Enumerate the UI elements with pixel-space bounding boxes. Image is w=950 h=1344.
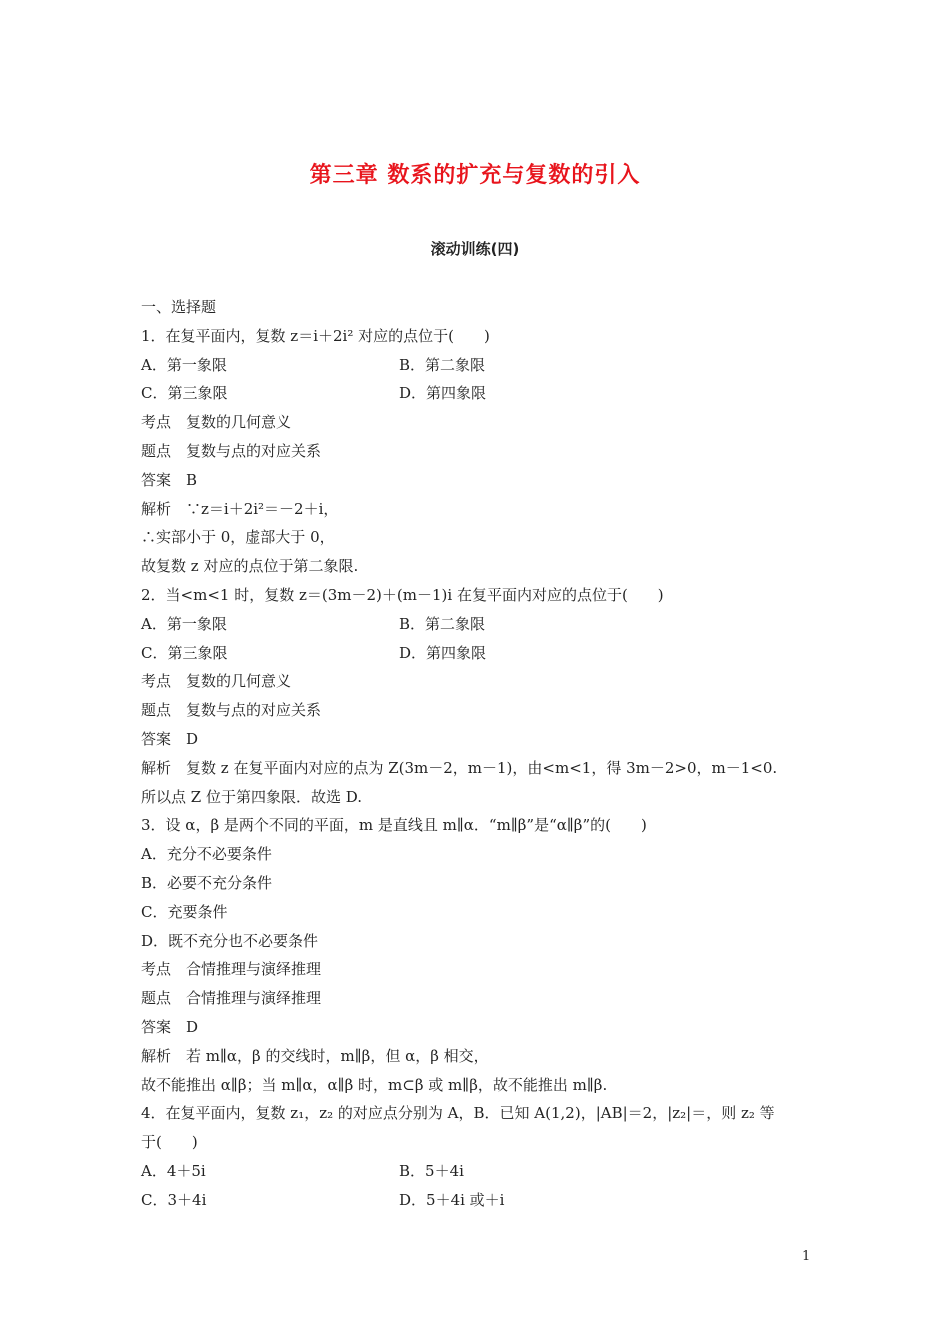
- question-2-option-b: B．第二象限: [399, 614, 486, 633]
- question-3-tidian: 题点 合情推理与演绎推理: [141, 989, 322, 1008]
- question-2-option-c: C．第三象限: [141, 643, 228, 662]
- question-1-option-c: C．第三象限: [141, 384, 228, 403]
- question-4-option-a: A．4＋5i: [141, 1161, 206, 1180]
- question-3-kaodian: 考点 合情推理与演绎推理: [141, 960, 322, 979]
- question-3-solution-line-2: 故不能推出 α∥β；当 m∥α，α∥β 时，m⊂β 或 m∥β，故不能推出 m∥β.: [141, 1075, 608, 1094]
- chapter-title: 第三章 数系的扩充与复数的引入: [309, 163, 641, 188]
- question-1-tidian: 题点 复数与点的对应关系: [141, 441, 322, 460]
- question-1-solution-line-2: ∴实部小于 0，虚部大于 0，: [141, 528, 335, 547]
- question-2-tidian: 题点 复数与点的对应关系: [141, 701, 322, 720]
- question-1-answer: 答案 B: [141, 470, 198, 489]
- question-1-option-d: D．第四象限: [399, 384, 487, 403]
- exercise-title: 滚动训练(四): [430, 240, 520, 258]
- question-4-stem-line-2: 于( ): [141, 1133, 198, 1152]
- question-4-option-b: B．5＋4i: [399, 1161, 464, 1180]
- question-3-solution-line-1: 解析 若 m∥α，β 的交线时，m∥β，但 α，β 相交，: [141, 1046, 489, 1065]
- question-1-solution-line-3: 故复数 z 对应的点位于第二象限.: [141, 557, 359, 576]
- question-2-solution-line-2: 所以点 Z 位于第四象限．故选 D.: [141, 787, 362, 806]
- question-3-answer: 答案 D: [141, 1017, 199, 1036]
- question-3-option-c: C．充要条件: [141, 902, 228, 921]
- question-1-option-a: A．第一象限: [141, 355, 227, 374]
- question-2-kaodian: 考点 复数的几何意义: [141, 672, 292, 691]
- document-body: [141, 293, 821, 1215]
- question-1-solution-line-1: 解析 ∵z＝i＋2i²＝－2＋i，: [141, 499, 339, 518]
- page-number: 1: [802, 1249, 811, 1264]
- question-1-options-row-2: [141, 379, 821, 408]
- question-2-option-a: A．第一象限: [141, 614, 227, 633]
- question-4-option-c: C．3＋4i: [141, 1190, 207, 1209]
- question-3-option-b: B．必要不充分条件: [141, 873, 273, 892]
- question-4-stem-line-1: 4．在复平面内，复数 z₁，z₂ 的对应点分别为 A，B．已知 A(1,2)，|AB|＝2，|z₂|＝，则 z₂ 等: [141, 1104, 775, 1123]
- section-heading: 一、选择题: [141, 298, 217, 316]
- question-1-options-row-1: [141, 351, 821, 380]
- question-2-options-row-1: [141, 610, 821, 639]
- question-4-options-row-1: [141, 1157, 821, 1186]
- question-2-solution-line-1: 解析 复数 z 在复平面内对应的点为 Z(3m－2，m－1)，由<m<1，得 3m－2>0，m－1<0.: [141, 758, 778, 777]
- question-2-option-d: D．第四象限: [399, 643, 487, 662]
- question-2-options-row-2: [141, 639, 821, 668]
- question-2-stem: 2．当<m<1 时，复数 z＝(3m－2)＋(m－1)i 在复平面内对应的点位于( ): [141, 585, 664, 604]
- question-2-answer: 答案 D: [141, 729, 199, 748]
- question-1-option-b: B．第二象限: [399, 355, 486, 374]
- question-3-option-a: A．充分不必要条件: [141, 845, 272, 864]
- question-4-options-row-2: [141, 1186, 821, 1215]
- question-3-option-d: D．既不充分也不必要条件: [141, 931, 319, 950]
- question-1-stem: 1．在复平面内，复数 z＝i＋2i² 对应的点位于( ): [141, 326, 490, 345]
- question-1-kaodian: 考点 复数的几何意义: [141, 413, 292, 432]
- question-3-stem: 3．设 α，β 是两个不同的平面，m 是直线且 m∥α．“m∥β”是“α∥β”的( ): [141, 816, 647, 835]
- question-4-option-d: D．5＋4i 或＋i: [399, 1190, 505, 1209]
